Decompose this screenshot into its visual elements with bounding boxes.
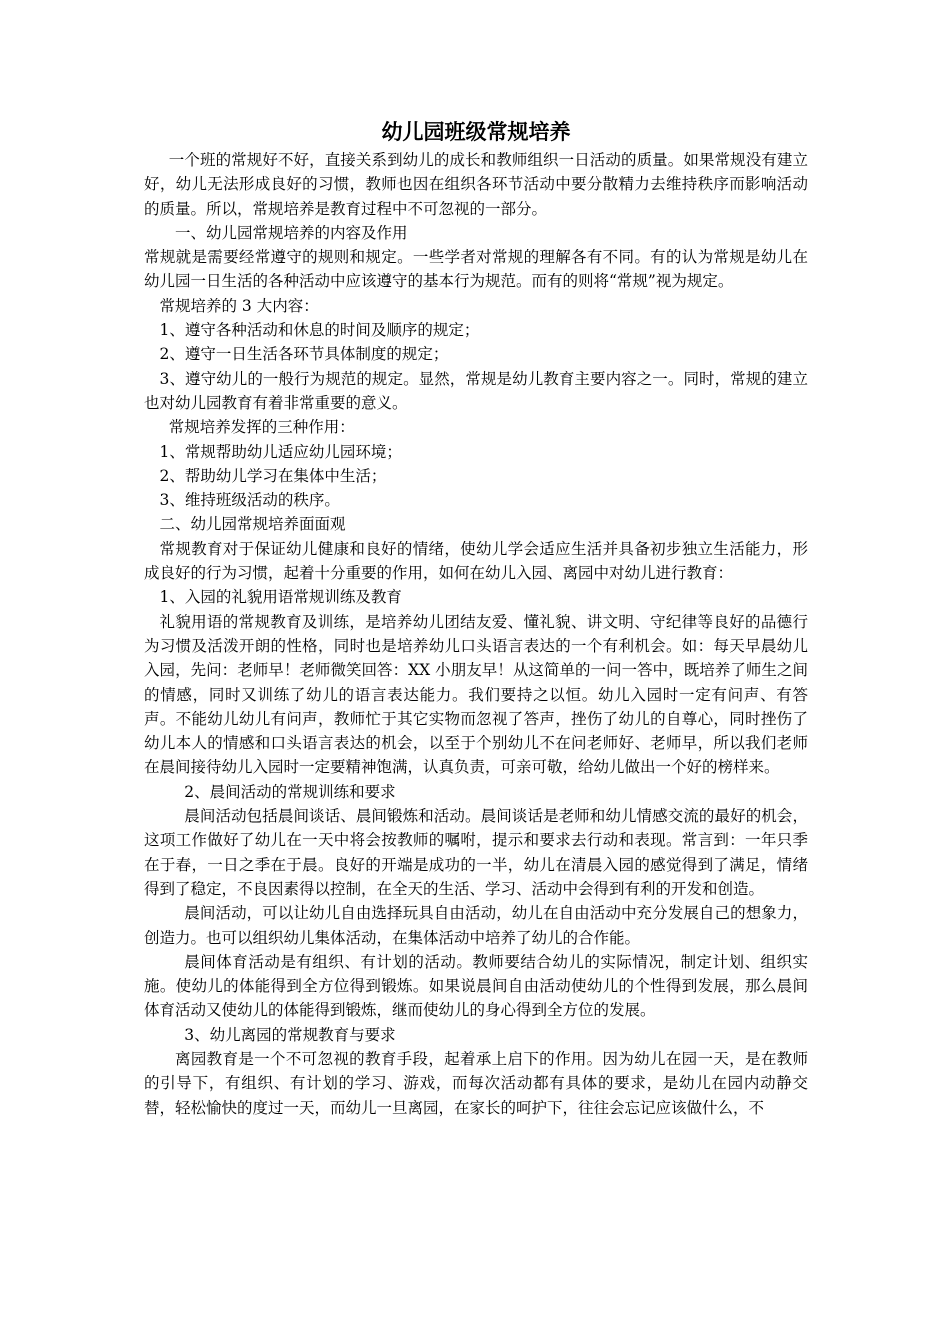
paragraph: 常规培养发挥的三种作用： xyxy=(168,418,355,437)
paragraph: 常规培养的 3 大内容： xyxy=(159,296,319,315)
paragraph: 常规教育对于保证幼儿健康和良好的情绪，使幼儿学会适应生活并具备初步独立生活能力，形成良好的行为习惯，起着十分重要的作用，如何在幼儿入园、离园中对幼儿进行教育： xyxy=(144,539,808,583)
paragraph: 晨间活动包括晨间谈话、晨间锻炼和活动。晨间谈话是老师和幼儿情感交流的最好的机会，这项工作做好了幼儿在一天中将会按教师的嘱咐，提示和要求去行动和表现。常言到：一年只季在于春，一日之季在于晨。良好的开端是成功的一半，幼儿在清晨入园的感觉得到了满足，情绪得到了稳定，不良因素得以控制，在全天的生活、学习、活动中会得到有利的开发和创造。 xyxy=(144,807,808,898)
paragraph: 1、常规帮助幼儿适应幼儿园环境； xyxy=(159,442,402,461)
paragraph: 3、遵守幼儿的一般行为规范的规定。显然，常规是幼儿教育主要内容之一。同时，常规的建立也对幼儿园教育有着非常重要的意义。 xyxy=(144,369,808,412)
paragraph: 1、入园的礼貌用语常规训练及教育 xyxy=(159,588,402,607)
paragraph: 离园教育是一个不可忽视的教育手段，起着承上启下的作用。因为幼儿在园一天，是在教师的引导下，有组织、有计划的学习、游戏，而每次活动都有具体的要求，是幼儿在园内动静交替，轻松愉快的度过一天，而幼儿一旦离园，在家长的呵护下，往往会忘记应该做什么，不 xyxy=(144,1049,808,1117)
paragraph: 2、遵守一日生活各环节具体制度的规定； xyxy=(159,345,449,364)
paragraph: 一个班的常规好不好，直接关系到幼儿的成长和教师组织一日活动的质量。如果常规没有建立好，幼儿无法形成良好的习惯，教师也因在组织各环节活动中要分散精力去维持秩序而影响活动的质量。所以，常规培养是教育过程中不可忽视的一部分。 xyxy=(144,151,808,218)
paragraph: 二、幼儿园常规培养面面观 xyxy=(159,515,346,534)
paragraph: 2、晨间活动的常规训练和要求 xyxy=(184,782,396,801)
paragraph: 2、帮助幼儿学习在集体中生活； xyxy=(159,466,387,485)
document-title: 幼儿园班级常规培养 xyxy=(381,120,571,144)
document-body xyxy=(144,148,808,1120)
paragraph: 晨间体育活动是有组织、有计划的活动。教师要结合幼儿的实际情况，制定计划、组织实施。使幼儿的体能得到全方位得到锻炼。如果说晨间自由活动使幼儿的个性得到发展，那么晨间体育活动又使幼儿的体能得到锻炼，继而使幼儿的身心得到全方位的发展。 xyxy=(144,952,808,1020)
paragraph: 常规就是需要经常遵守的规则和规定。一些学者对常规的理解各有不同。有的认为常规是幼儿在幼儿园一日生活的各种活动中应该遵守的基本行为规范。而有的则将“常规”视为规定。 xyxy=(144,248,808,291)
paragraph: 3、维持班级活动的秩序。 xyxy=(159,491,340,510)
document-page xyxy=(144,118,808,1120)
paragraph: 1、遵守各种活动和休息的时间及顺序的规定； xyxy=(159,321,480,340)
paragraph: 3、幼儿离园的常规教育与要求 xyxy=(184,1025,396,1044)
paragraph: 礼貌用语的常规教育及训练，是培养幼儿团结友爱、懂礼貌、讲文明、守纪律等良好的品德行为习惯及活泼开朗的性格，同时也是培养幼儿口头语言表达的一个有利机会。如：每天早晨幼儿入园，先问：老师早！老师微笑回答：XX 小朋友早！从这简单的一问一答中，既培养了师生之间的情感，同时又训练了幼儿的语言表达能力。我们要持之以恒。幼儿入园时一定有问声、有答声。不能幼儿幼儿有问声，教师忙于其它实物而忽视了答声，挫伤了幼儿的自尊心，同时挫伤了幼儿本人的情感和口头语言表达的机会，以至于个别幼儿不在问老师好、老师早，所以我们老师在晨间接待幼儿入园时一定要精神饱满，认真负责，可亲可敬，给幼儿做出一个好的榜样来。 xyxy=(144,612,808,777)
paragraph: 一、幼儿园常规培养的内容及作用 xyxy=(175,223,408,242)
paragraph: 晨间活动，可以让幼儿自由选择玩具自由活动，幼儿在自由活动中充分发展自己的想象力，创造力。也可以组织幼儿集体活动，在集体活动中培养了幼儿的合作能。 xyxy=(144,904,808,947)
